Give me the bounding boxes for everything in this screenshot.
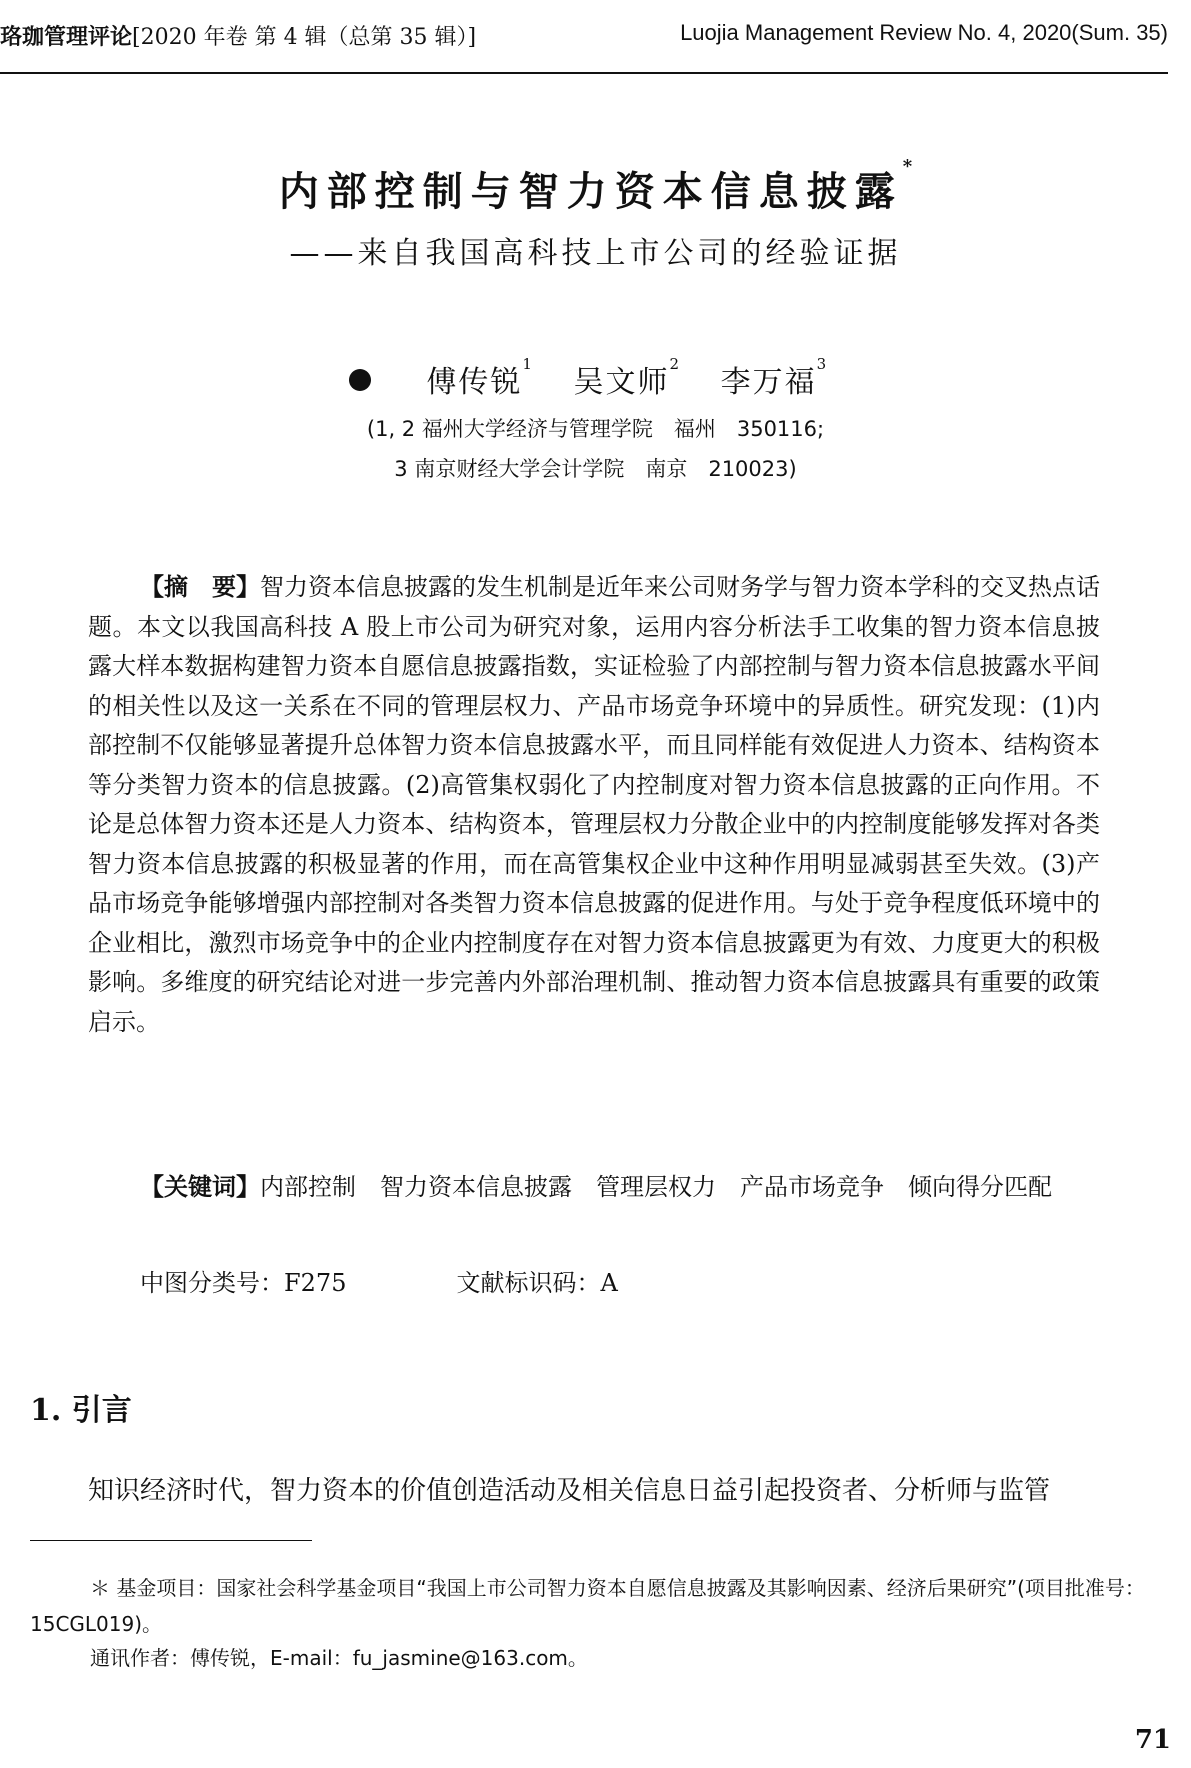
abstract-text: 智力资本信息披露的发生机制是近年来公司财务学与智力资本学科的交叉热点话题。本文以我国高科技 A 股上市公司为研究对象，运用内容分析法手工收集的智力资本信息披露大样本数据构建智力资本自愿信息披露指数，实证检验了内部控制与智力资本信息披露水平间的相关性以及这一关系在不同的管理层权力、产品市场竞争环境中的异质性。研究发现：(1)内部控制不仅能够显著提升总体智力资本信息披露水平，而且同样能有效促进人力资本、结构资本等分类智力资本的信息披露。(2)高管集权弱化了内控制度对智力资本信息披露的正向作用。不论是总体智力资本还是人力资本、结构资本，管理层权力分散企业中的内控制度能够发挥对各类智力资本信息披露的积极显著的作用，而在高管集权企业中这种作用明显减弱甚至失效。(3)产品市场竞争能够增强内部控制对各类智力资本信息披露的促进作用。与处于竞争程度低环境中的企业相比，激烈市场竞争中的企业内控制度存在对智力资本信息披露更为有效、力度更大的积极影响。多维度的研究结论对进一步完善内外部治理机制、推动智力资本信息披露具有重要的政策启示。 bbox=[88, 573, 1100, 1036]
keyword: 产品市场竞争 bbox=[740, 1173, 884, 1201]
section-title: 引言 bbox=[71, 1393, 132, 1428]
page-number: 71 bbox=[1134, 1725, 1171, 1755]
section-number: 1. bbox=[30, 1393, 62, 1428]
author-name: 李万福 bbox=[720, 365, 817, 400]
paper-title-text: 内部控制与智力资本信息披露 bbox=[278, 168, 903, 215]
keywords bbox=[88, 1168, 1100, 1208]
author-affil-mark: 3 bbox=[816, 355, 829, 373]
title-footnote-mark: * bbox=[902, 156, 913, 177]
journal-name-cn: 珞珈管理评论 bbox=[0, 25, 133, 50]
keyword: 智力资本信息披露 bbox=[380, 1173, 572, 1201]
header-left bbox=[0, 20, 476, 51]
keyword: 倾向得分匹配 bbox=[908, 1173, 1052, 1201]
journal-issue-cn: [2020 年卷 第 4 辑（总第 35 辑）] bbox=[132, 25, 477, 50]
author-affil-mark: 2 bbox=[669, 355, 682, 373]
footnote-fund: ＊ 基金项目：国家社会科学基金项目“我国上市公司智力资本自愿信息披露及其影响因素、经济后果研究”(项目批准号：15CGL019)。 bbox=[30, 1576, 1145, 1636]
paper-subtitle: ——来自我国高科技上市公司的经验证据 bbox=[289, 236, 902, 271]
classification-line bbox=[140, 1263, 618, 1298]
author-name: 吴文师 bbox=[573, 365, 670, 400]
journal-name-en: Luojia Management Review No. 4, 2020(Sum. 35) bbox=[680, 20, 1168, 45]
abstract-label: 【摘 要】 bbox=[140, 573, 260, 601]
paper-title bbox=[0, 156, 1191, 217]
keyword: 内部控制 bbox=[260, 1173, 356, 1201]
bullet-icon bbox=[349, 369, 371, 391]
keywords-label: 【关键词】 bbox=[140, 1173, 260, 1201]
body-paragraph: 知识经济时代，智力资本的价值创造活动及相关信息日益引起投资者、分析师与监管 bbox=[88, 1476, 1051, 1506]
footnote-contact: 通讯作者：傅传锐，E-mail：fu_jasmine@163.com。 bbox=[90, 1646, 588, 1670]
footnote-rule bbox=[30, 1540, 312, 1541]
affiliation-1: (1, 2 福州大学经济与管理学院 福州 350116; bbox=[366, 417, 825, 441]
author-3 bbox=[720, 355, 829, 400]
section-heading bbox=[30, 1385, 132, 1429]
clc-number: 中图分类号：F275 bbox=[140, 1269, 347, 1297]
running-header bbox=[0, 20, 1168, 50]
abstract bbox=[88, 568, 1100, 1042]
affiliation-2: 3 南京财经大学会计学院 南京 210023) bbox=[394, 457, 797, 481]
document-code: 文献标识码：A bbox=[456, 1269, 618, 1297]
author-line bbox=[0, 357, 1191, 401]
author-2 bbox=[573, 355, 682, 400]
author-1 bbox=[426, 355, 534, 400]
author-affil-mark: 1 bbox=[522, 355, 534, 373]
header-rule bbox=[0, 72, 1168, 74]
keyword: 管理层权力 bbox=[596, 1173, 716, 1201]
author-name: 傅传锐 bbox=[426, 365, 523, 400]
